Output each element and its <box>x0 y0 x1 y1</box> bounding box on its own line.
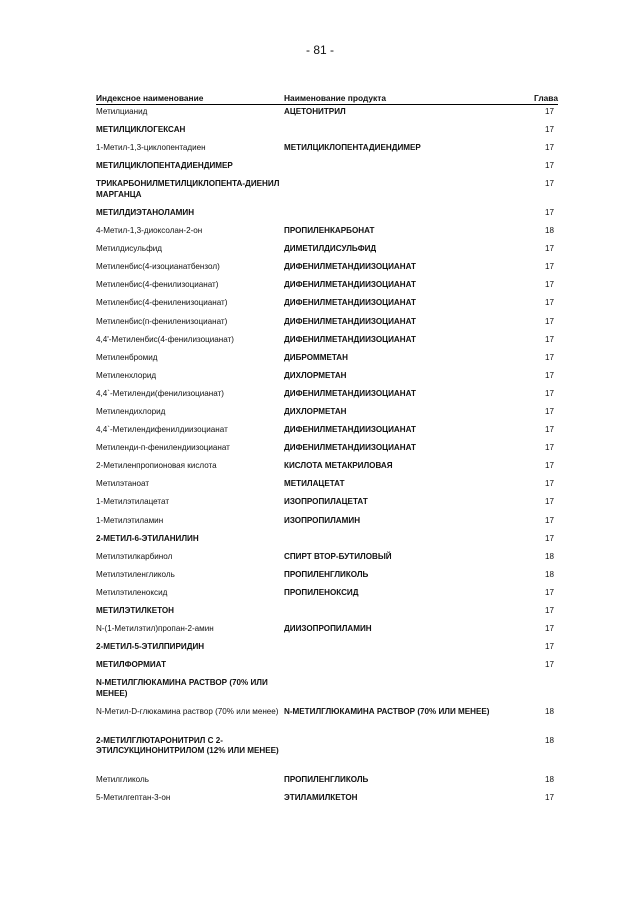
chapter-cell: 17 <box>544 352 554 362</box>
index-name-cell: Метилгликоль <box>96 774 149 784</box>
chapter-cell: 17 <box>544 497 554 507</box>
index-name-cell: 1-Метил-1,3-циклопентадиен <box>96 143 206 153</box>
product-name-cell: ДИИЗОПРОПИЛАМИН <box>284 624 372 634</box>
chapter-cell: 17 <box>544 479 554 489</box>
product-name-cell: АЦЕТОНИТРИЛ <box>284 107 346 116</box>
table-row <box>96 161 558 179</box>
index-name-cell: 5-Метилгептан-3-он <box>96 792 171 802</box>
chapter-cell: 17 <box>544 107 554 116</box>
product-name-cell: ДИФЕНИЛМЕТАНДИИЗОЦИАНАТ <box>284 443 416 453</box>
product-name-cell: ПРОПИЛЕНГЛИКОЛЬ <box>284 569 369 579</box>
product-name-cell: ЭТИЛАМИЛКЕТОН <box>284 792 358 802</box>
chapter-cell: 17 <box>544 179 554 189</box>
product-name-cell <box>284 642 490 660</box>
product-name-cell: ДИБРОММЕТАН <box>284 352 348 362</box>
product-name-cell <box>284 208 490 226</box>
chapter-cell: 17 <box>544 515 554 525</box>
table-row <box>96 298 558 316</box>
table-row <box>96 226 558 244</box>
index-name-cell: МЕТИЛЦИКЛОГЕКСАН <box>96 125 186 135</box>
table-row <box>96 353 558 371</box>
table-row <box>96 371 558 389</box>
table-row <box>96 534 558 552</box>
index-name-cell: 4-Метил-1,3-диоксолан-2-он <box>96 226 203 236</box>
chapter-cell: 17 <box>544 587 554 597</box>
table-row <box>96 317 558 335</box>
index-name-cell: МЕТИЛЭТИЛКЕТОН <box>96 606 175 616</box>
index-name-cell: Метиленбис(4-фениленизоцианат) <box>96 298 228 308</box>
table-row <box>96 208 558 226</box>
index-name-cell: 2-Метиленпропионовая кислота <box>96 461 217 471</box>
table-row <box>96 389 558 407</box>
product-name-cell <box>284 125 490 143</box>
index-name-cell: 1-Метилэтиламин <box>96 515 164 525</box>
chapter-cell: 18 <box>544 569 554 579</box>
chapter-cell: 17 <box>544 606 554 616</box>
table-row <box>96 570 558 588</box>
index-name-cell: 4,4`-Метиленди(фенилизоцианат) <box>96 388 224 398</box>
chapter-cell <box>490 678 558 707</box>
index-name-cell: 2-МЕТИЛ-6-ЭТИЛАНИЛИН <box>96 533 199 543</box>
product-name-cell <box>284 736 490 775</box>
table-row <box>96 443 558 461</box>
index-name-cell: Метилэтиленгликоль <box>96 569 175 579</box>
chapter-cell: 17 <box>544 125 554 135</box>
index-name-cell: 2-МЕТИЛ-5-ЭТИЛПИРИДИН <box>96 642 205 652</box>
table-row <box>96 407 558 425</box>
header-product-name: Наименование продукта <box>284 93 386 103</box>
table-row <box>96 606 558 624</box>
table-row <box>96 793 558 811</box>
index-name-cell: Метилэтилкарбинол <box>96 551 173 561</box>
index-name-cell: Метиленхлорид <box>96 370 157 380</box>
product-name-cell: ДИФЕНИЛМЕТАНДИИЗОЦИАНАТ <box>284 316 416 326</box>
table-row <box>96 107 558 125</box>
chapter-cell: 18 <box>544 226 554 236</box>
chapter-cell: 17 <box>544 642 554 652</box>
chapter-cell: 17 <box>544 407 554 416</box>
page-number: - 81 - <box>305 43 334 57</box>
table-row <box>96 775 558 793</box>
chapter-cell: 18 <box>544 551 554 561</box>
chapter-cell: 17 <box>544 262 554 272</box>
header-chapter: Глава <box>533 93 558 103</box>
index-name-cell: Метилцианид <box>96 107 148 116</box>
index-name-cell: N-(1-Метилэтил)пропан-2-амин <box>96 624 214 634</box>
table-row <box>96 262 558 280</box>
product-name-cell: ДИФЕНИЛМЕТАНДИИЗОЦИАНАТ <box>284 280 416 290</box>
table-row <box>96 707 558 736</box>
table-header <box>96 92 558 105</box>
product-name-cell: ДИФЕНИЛМЕТАНДИИЗОЦИАНАТ <box>284 334 416 344</box>
index-name-cell: Метилдисульфид <box>96 244 163 254</box>
chapter-cell: 17 <box>544 425 554 435</box>
chapter-cell: 17 <box>544 533 554 543</box>
product-name-cell: ДИХЛОРМЕТАН <box>284 407 347 416</box>
product-name-cell: ПРОПИЛЕНГЛИКОЛЬ <box>284 774 369 784</box>
product-name-cell: ПРОПИЛЕНКАРБОНАТ <box>284 226 375 236</box>
index-name-cell: Метилэтаноат <box>96 479 150 489</box>
index-name-cell: 1-Метилэтилацетат <box>96 497 170 507</box>
product-name-cell: ДИХЛОРМЕТАН <box>284 370 347 380</box>
product-name-cell: СПИРТ ВТОР-БУТИЛОВЫЙ <box>284 551 392 561</box>
chapter-cell: 17 <box>544 298 554 308</box>
product-name-cell: ДИФЕНИЛМЕТАНДИИЗОЦИАНАТ <box>284 262 416 272</box>
table-row <box>96 552 558 570</box>
product-name-cell: МЕТИЛЦИКЛОПЕНТАДИЕНДИМЕР <box>284 143 421 153</box>
product-name-cell <box>284 161 490 179</box>
index-name-cell: N-МЕТИЛГЛЮКАМИНА РАСТВОР (70% ИЛИ МЕНЕЕ) <box>96 678 268 698</box>
table-row <box>96 678 558 707</box>
table-row <box>96 244 558 262</box>
table-row <box>96 624 558 642</box>
index-name-cell: МЕТИЛДИЭТАНОЛАМИН <box>96 207 195 217</box>
table-row <box>96 425 558 443</box>
table-body <box>96 105 558 811</box>
table-row <box>96 736 558 775</box>
index-name-cell: 4,4`-Метилендифенилдиизоцианат <box>96 425 228 435</box>
chapter-cell: 17 <box>544 207 554 217</box>
product-name-cell <box>284 678 490 707</box>
index-name-cell: Метиленбис(4-фенилизоцианат) <box>96 280 219 290</box>
product-name-cell: ДИМЕТИЛДИСУЛЬФИД <box>284 244 377 254</box>
product-name-cell: ДИФЕНИЛМЕТАНДИИЗОЦИАНАТ <box>284 388 416 398</box>
chapter-cell: 17 <box>544 280 554 290</box>
chapter-cell: 17 <box>544 143 554 153</box>
header-index-name: Индексное наименование <box>96 93 204 103</box>
product-name-cell <box>284 534 490 552</box>
index-name-cell: Метилендихлорид <box>96 407 166 416</box>
chapter-cell: 17 <box>544 443 554 453</box>
product-name-cell: ИЗОПРОПИЛАМИН <box>284 515 361 525</box>
product-name-cell: КИСЛОТА МЕТАКРИЛОВАЯ <box>284 461 393 471</box>
table-row <box>96 642 558 660</box>
index-name-cell: Метиленбис(4-изоцианатбензол) <box>96 262 220 272</box>
product-name-cell <box>284 660 490 678</box>
table-row <box>96 143 558 161</box>
index-name-cell: 4,4'-Метиленбис(4-фенилизоцианат) <box>96 334 234 344</box>
product-name-cell: ИЗОПРОПИЛАЦЕТАТ <box>284 497 368 507</box>
chapter-cell: 17 <box>544 461 554 471</box>
table-row <box>96 497 558 515</box>
chapter-cell: 17 <box>544 334 554 344</box>
chapter-cell: 17 <box>544 660 554 670</box>
chapter-cell: 18 <box>544 735 554 745</box>
table-row <box>96 280 558 298</box>
table-row <box>96 335 558 353</box>
product-name-cell: N-МЕТИЛГЛЮКАМИНА РАСТВОР (70% ИЛИ МЕНЕЕ) <box>284 707 490 716</box>
table-row <box>96 660 558 678</box>
chapter-cell: 17 <box>544 624 554 634</box>
table-row <box>96 516 558 534</box>
product-name-cell: ДИФЕНИЛМЕТАНДИИЗОЦИАНАТ <box>284 425 416 435</box>
index-table <box>96 92 558 811</box>
index-name-cell: Метилэтиленоксид <box>96 587 168 597</box>
index-name-cell: МЕТИЛЦИКЛОПЕНТАДИЕНДИМЕР <box>96 161 233 171</box>
index-name-cell: N-Метил-D-глюкамина раствор (70% или менее) <box>96 707 279 716</box>
index-name-cell: МЕТИЛФОРМИАТ <box>96 660 167 670</box>
table-row <box>96 479 558 497</box>
product-name-cell <box>284 179 490 208</box>
table-row <box>96 125 558 143</box>
chapter-cell: 18 <box>544 774 554 784</box>
index-name-cell: Метиленбис(п-фениленизоцианат) <box>96 316 228 326</box>
index-name-cell: Метиленбромид <box>96 352 158 362</box>
chapter-cell: 17 <box>544 388 554 398</box>
chapter-cell: 17 <box>544 316 554 326</box>
product-name-cell <box>284 606 490 624</box>
chapter-cell: 17 <box>544 244 554 254</box>
index-name-cell: 2-МЕТИЛГЛЮТАРОНИТРИЛ С 2-ЭТИЛСУКЦИНОНИТРИЛОМ (12% ИЛИ МЕНЕЕ) <box>96 735 279 756</box>
product-name-cell: МЕТИЛАЦЕТАТ <box>284 479 345 489</box>
chapter-cell: 17 <box>544 370 554 380</box>
chapter-cell: 17 <box>544 792 554 802</box>
chapter-cell: 17 <box>544 161 554 171</box>
product-name-cell: ПРОПИЛЕНОКСИД <box>284 587 359 597</box>
index-name-cell: Метиленди-п-фенилендиизоцианат <box>96 443 230 453</box>
table-row <box>96 588 558 606</box>
chapter-cell: 18 <box>544 707 554 716</box>
index-name-cell: ТРИКАРБОНИЛМЕТИЛЦИКЛОПЕНТА-ДИЕНИЛ МАРГАНЦА <box>96 179 280 199</box>
table-row <box>96 461 558 479</box>
product-name-cell: ДИФЕНИЛМЕТАНДИИЗОЦИАНАТ <box>284 298 416 308</box>
table-row <box>96 179 558 208</box>
